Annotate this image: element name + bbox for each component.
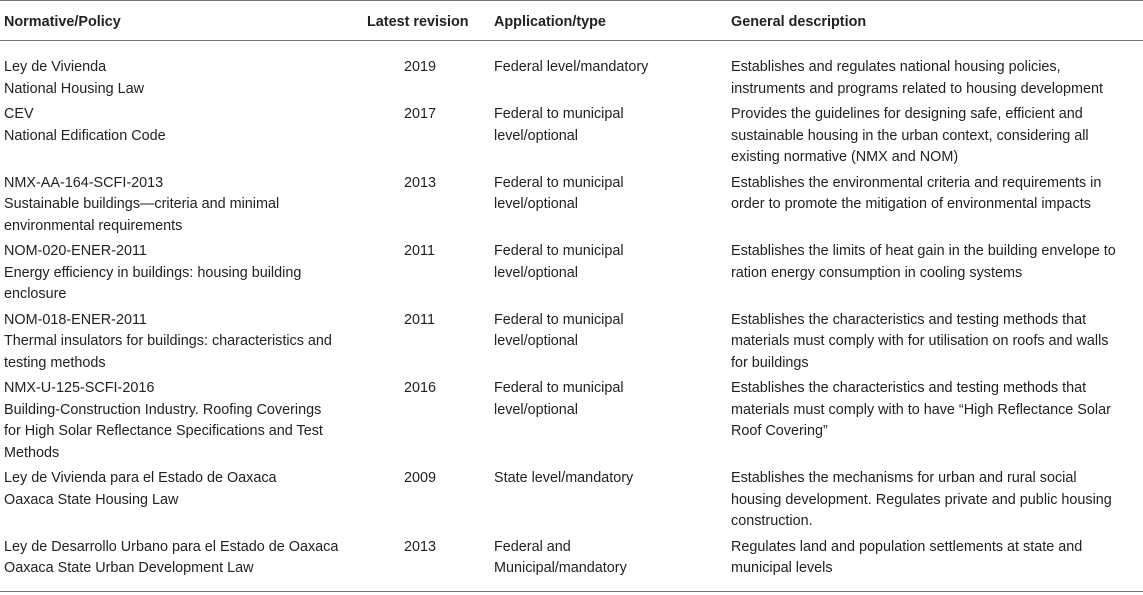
cell-policy: [0, 468, 361, 537]
application-line: level/optional: [494, 264, 579, 281]
table-row: [0, 537, 1143, 592]
table-row: [0, 173, 1143, 242]
cell-policy: [0, 173, 361, 242]
policy-line: environmental requirements: [4, 217, 183, 234]
application-line: Federal level/mandatory: [494, 59, 649, 75]
cell-application: [490, 378, 727, 468]
table-row: [0, 468, 1143, 537]
cell-policy: [0, 537, 361, 592]
description-line: instruments and programs related to housing development: [731, 80, 1103, 97]
application-line: Federal and: [494, 538, 571, 555]
cell-policy: [0, 241, 361, 310]
policy-line: NMX-AA-164-SCFI-2013: [4, 174, 164, 191]
cell-application: [490, 241, 727, 310]
revision-value: 2011: [404, 311, 435, 328]
revision-value: 2017: [404, 106, 437, 122]
description-line: Establishes the limits of heat gain in the building envelope to: [731, 243, 1116, 259]
description-line: Roof Covering”: [731, 423, 828, 439]
header-description: General description: [727, 1, 1143, 41]
cell-policy: [0, 104, 361, 173]
header-revision: Latest revision: [361, 1, 490, 41]
description-line: Establishes the characteristics and testing methods that: [731, 380, 1087, 396]
cell-description: [727, 173, 1143, 242]
cell-description: [727, 104, 1143, 173]
policy-line: NMX-U-125-SCFI-2016: [4, 380, 155, 396]
description-line: Establishes and regulates national housing policies,: [731, 59, 1061, 75]
cell-application: [490, 468, 727, 537]
description-line: Provides the guidelines for designing safe, efficient and: [731, 106, 1083, 122]
cell-policy: [0, 378, 361, 468]
revision-value: 2013: [404, 174, 437, 191]
header-policy: Normative/Policy: [0, 1, 361, 41]
application-line: Federal to municipal: [494, 311, 624, 328]
cell-description: [727, 537, 1143, 592]
policy-line: NOM-018-ENER-2011: [4, 311, 147, 328]
description-line: materials must comply with to have “High Reflectance Solar: [731, 401, 1111, 418]
cell-revision: [361, 41, 490, 105]
policy-line: enclosure: [4, 286, 67, 302]
policy-line: testing methods: [4, 354, 106, 371]
application-line: Federal to municipal: [494, 106, 624, 122]
policy-line: Oaxaca State Housing Law: [4, 491, 179, 508]
policy-line: Sustainable buildings—criteria and minimal: [4, 196, 280, 212]
policy-line: Building-Construction Industry. Roofing Coverings: [4, 401, 322, 418]
description-line: Establishes the characteristics and testing methods that: [731, 311, 1087, 328]
cell-policy: [0, 41, 361, 105]
description-line: sustainable housing in the urban context, considering all: [731, 127, 1089, 144]
description-line: construction.: [731, 513, 813, 529]
policy-line: CEV: [4, 106, 34, 122]
description-line: ration energy consumption in cooling systems: [731, 264, 1023, 281]
policy-line: for High Solar Reflectance Specifications and Test: [4, 423, 323, 439]
policy-line: Thermal insulators for buildings: characteristics and: [4, 333, 332, 349]
cell-revision: [361, 241, 490, 310]
description-line: Regulates land and population settlements at state and: [731, 538, 1083, 555]
cell-description: [727, 378, 1143, 468]
revision-value: 2019: [404, 59, 437, 75]
cell-revision: [361, 104, 490, 173]
cell-application: [490, 104, 727, 173]
application-line: State level/mandatory: [494, 470, 634, 486]
cell-revision: [361, 173, 490, 242]
description-line: materials must comply with for utilisation on roofs and walls: [731, 333, 1109, 349]
cell-description: [727, 310, 1143, 379]
cell-application: [490, 173, 727, 242]
policy-line: Energy efficiency in buildings: housing building: [4, 264, 302, 281]
cell-policy: [0, 310, 361, 379]
cell-revision: [361, 378, 490, 468]
cell-revision: [361, 468, 490, 537]
cell-description: [727, 41, 1143, 105]
table-row: [0, 310, 1143, 379]
table-row: [0, 104, 1143, 173]
cell-application: [490, 310, 727, 379]
description-line: municipal levels: [731, 560, 833, 576]
policy-line: Methods: [4, 444, 60, 461]
header-application: Application/type: [490, 1, 727, 41]
header-row: [0, 1, 1143, 41]
cell-revision: [361, 537, 490, 592]
application-line: level/optional: [494, 127, 579, 144]
policy-line: Ley de Vivienda para el Estado de Oaxaca: [4, 470, 277, 486]
description-line: existing normative (NMX and NOM): [731, 149, 959, 165]
table-body: [0, 41, 1143, 592]
application-line: Federal to municipal: [494, 243, 624, 259]
policy-line: Ley de Desarrollo Urbano para el Estado de Oaxaca: [4, 538, 339, 555]
application-line: Federal to municipal: [494, 380, 624, 396]
application-line: level/optional: [494, 401, 579, 418]
description-line: Establishes the environmental criteria and requirements in: [731, 174, 1102, 191]
description-line: order to promote the mitigation of environmental impacts: [731, 196, 1091, 212]
application-line: Federal to municipal: [494, 174, 624, 191]
application-line: level/optional: [494, 333, 579, 349]
policy-line: NOM-020-ENER-2011: [4, 243, 147, 259]
cell-application: [490, 537, 727, 592]
description-line: Establishes the mechanisms for urban and rural social: [731, 470, 1077, 486]
cell-description: [727, 468, 1143, 537]
cell-application: [490, 41, 727, 105]
description-line: housing development. Regulates private and public housing: [731, 491, 1112, 508]
table-row: [0, 378, 1143, 468]
revision-value: 2009: [404, 470, 437, 486]
cell-revision: [361, 310, 490, 379]
policy-line: National Housing Law: [4, 80, 144, 97]
revision-value: 2013: [404, 538, 437, 555]
policy-line: Ley de Vivienda: [4, 59, 107, 75]
description-line: for buildings: [731, 354, 809, 371]
application-line: Municipal/mandatory: [494, 560, 627, 576]
revision-value: 2011: [404, 243, 435, 259]
revision-value: 2016: [404, 380, 437, 396]
application-line: level/optional: [494, 196, 579, 212]
table-header: [0, 1, 1143, 41]
policy-line: Oaxaca State Urban Development Law: [4, 560, 254, 576]
table-row: [0, 241, 1143, 310]
cell-description: [727, 241, 1143, 310]
policy-line: National Edification Code: [4, 127, 166, 144]
table-row: [0, 41, 1143, 105]
